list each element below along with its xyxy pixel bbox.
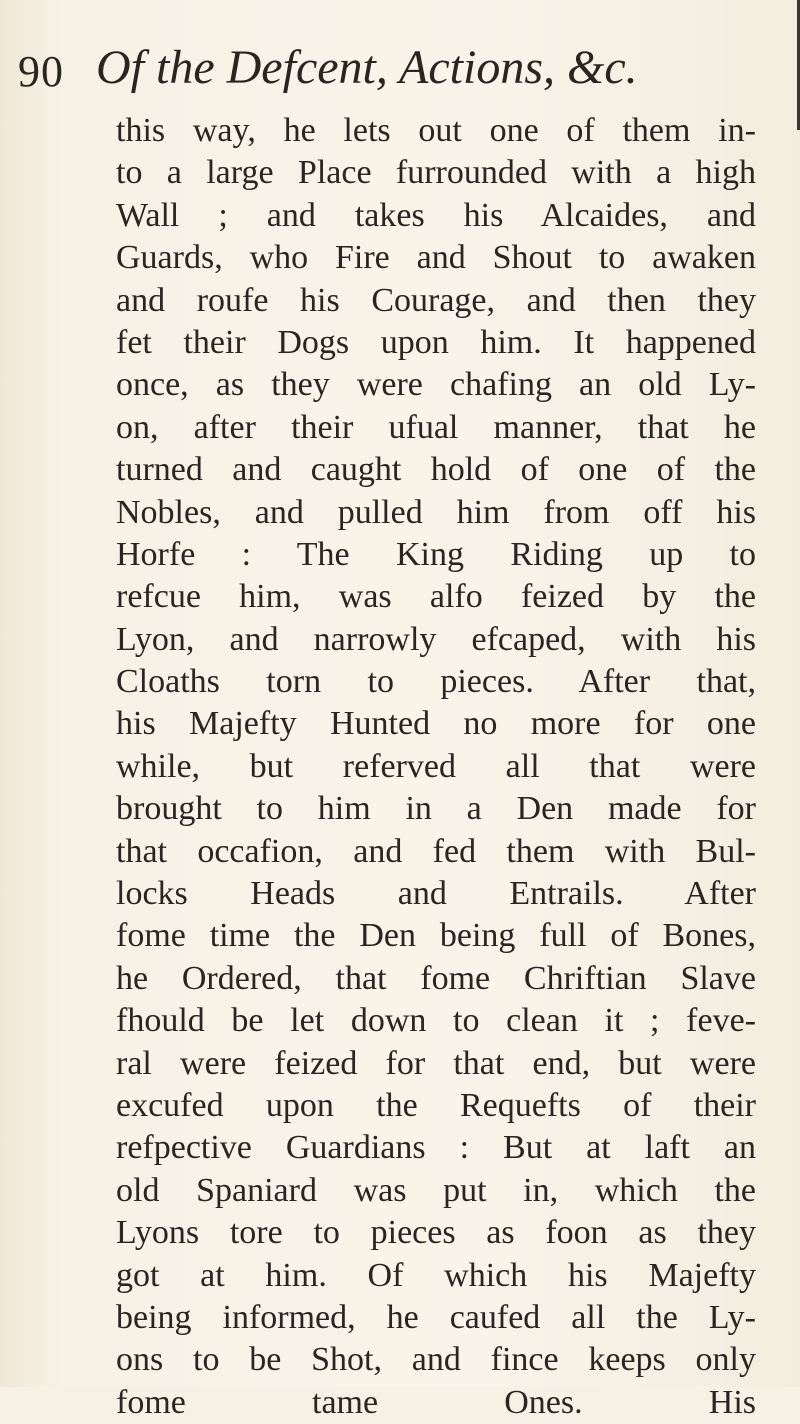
text-line: Guards, who Fire and Shout to awaken <box>116 239 756 277</box>
body-text <box>116 110 756 1424</box>
text-line: fet their Dogs upon him. It happened <box>116 323 756 361</box>
text-line: brought to him in a Den made for <box>116 790 756 828</box>
text-line: ons to be Shot, and fince keeps only <box>116 1341 756 1379</box>
text-line: once, as they were chafing an old Ly- <box>116 366 756 404</box>
text-line: his Majefty Hunted no more for one <box>116 705 756 743</box>
text-line: excufed upon the Requefts of their <box>116 1086 756 1124</box>
text-line: to a large Place furrounded with a high <box>116 154 756 192</box>
text-line: refcue him, was alfo feized by the <box>116 578 756 616</box>
text-line: that occafion, and fed them with Bul- <box>116 832 756 870</box>
text-line: Cloaths torn to pieces. After that, <box>116 663 756 701</box>
text-line: he Ordered, that fome Chriftian Slave <box>116 959 756 997</box>
text-line: Nobles, and pulled him from off his <box>116 493 756 531</box>
page-header <box>0 41 800 104</box>
text-line: this way, he lets out one of them in- <box>116 112 756 149</box>
text-line: got at him. Of which his Majefty <box>116 1256 756 1294</box>
text-line: on, after their ufual manner, that he <box>116 408 756 446</box>
text-line: while, but referved all that were <box>116 747 756 785</box>
text-line: Wall ; and takes his Alcaides, and <box>116 196 756 234</box>
text-line: refpective Guardians : But at laft an <box>116 1129 756 1167</box>
text-line: ral were feized for that end, but were <box>116 1044 756 1082</box>
text-line: old Spaniard was put in, which the <box>116 1171 756 1209</box>
text-line: Lyons tore to pieces as foon as they <box>116 1214 756 1252</box>
text-line: turned and caught hold of one of the <box>116 451 756 489</box>
text-line: Lyon, and narrowly efcaped, with his <box>116 620 756 658</box>
text-line: fome time the Den being full of Bones, <box>116 917 756 955</box>
text-line: Horfe : The King Riding up to <box>116 535 756 573</box>
text-line: fhould be let down to clean it ; feve- <box>116 1002 756 1040</box>
text-line: locks Heads and Entrails. After <box>116 875 756 913</box>
text-line-catchword: fome tame Ones. His <box>116 1383 756 1421</box>
text-line: and roufe his Courage, and then they <box>116 281 756 319</box>
running-head: Of the Defcent, Actions, &c. <box>96 41 638 94</box>
text-line: being informed, he caufed all the Ly- <box>116 1298 756 1336</box>
page-number: 90 <box>18 47 64 96</box>
